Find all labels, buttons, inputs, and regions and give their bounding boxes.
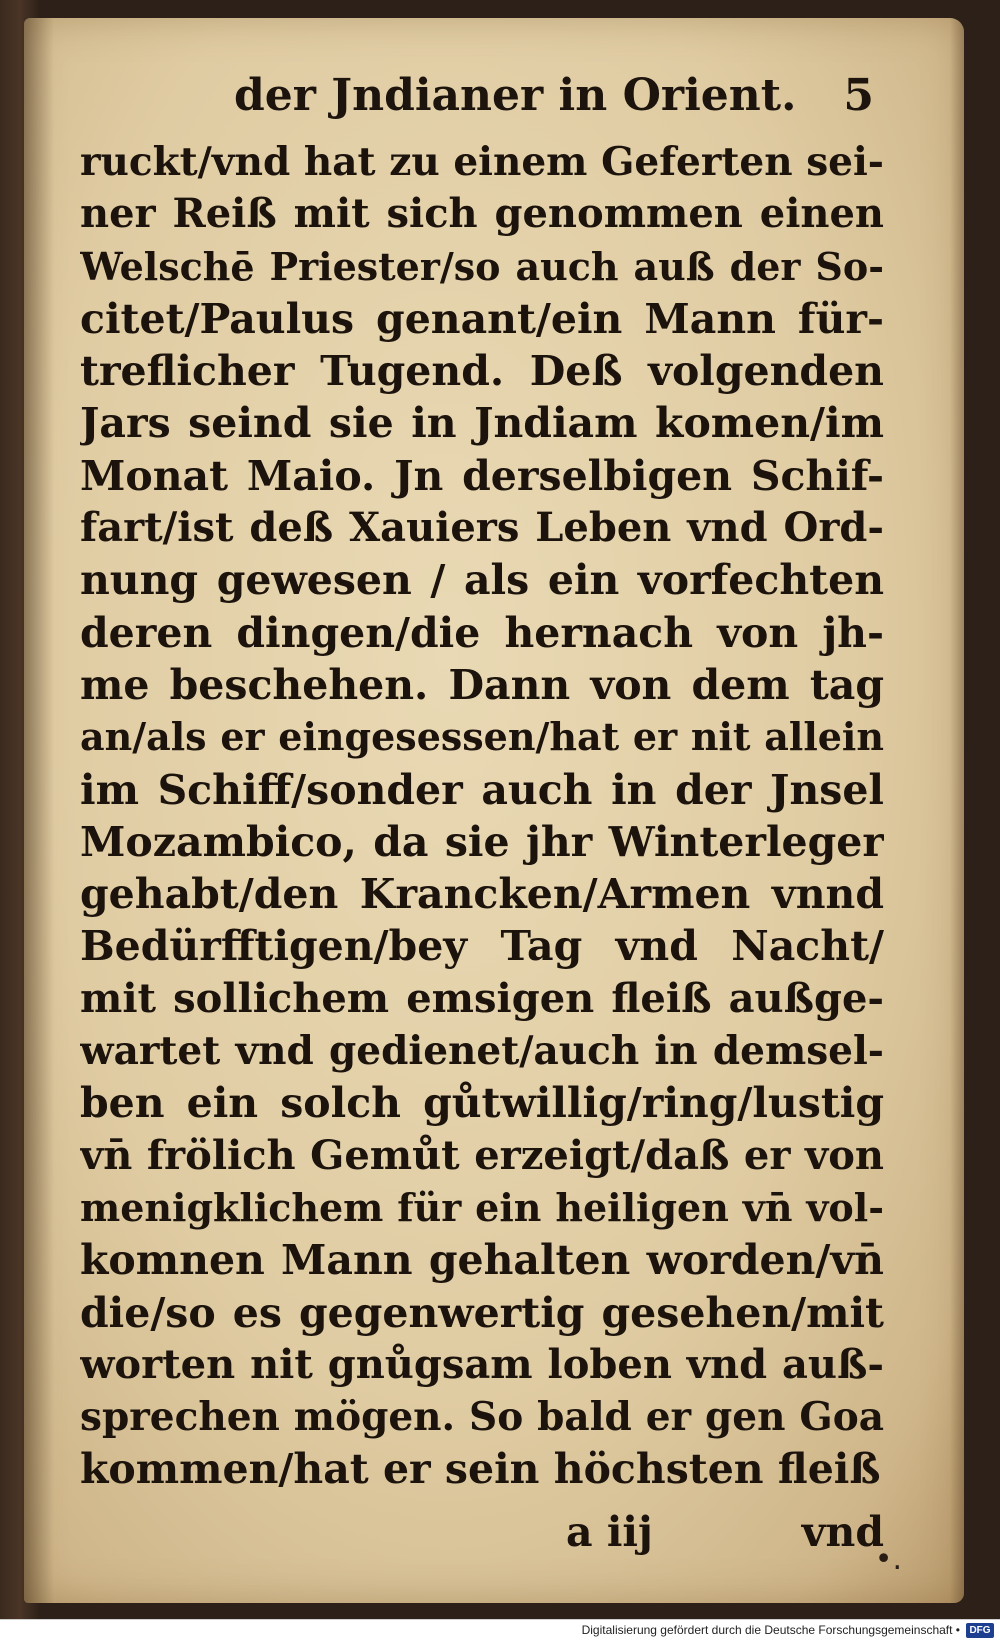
text-line: menigklichem für ein heiligen vn̄ vol- bbox=[80, 1184, 884, 1230]
catchword: vnd bbox=[801, 1508, 884, 1556]
text-line: worten nit gnůgsam loben vnd auß- bbox=[80, 1340, 884, 1388]
text-line: komnen Mann gehalten worden/vn̄ bbox=[80, 1236, 884, 1285]
dfg-logo: DFG bbox=[966, 1623, 994, 1638]
text-line: nung gewesen / als ein vorfechten bbox=[80, 556, 884, 605]
text-line: ner Reiß mit sich genommen einen bbox=[80, 190, 884, 238]
text-line: die/so es gegenwertig gesehen/mit bbox=[80, 1288, 884, 1337]
text-line: Monat Maio. Jn derselbigen Schif- bbox=[80, 451, 884, 500]
text-line: fart/ist deß Xauiers Leben vnd Ord- bbox=[80, 504, 884, 552]
text-line: Welschē Priester/so auch auß der So- bbox=[80, 243, 884, 289]
text-line: an/als er eingesessen/hat er nit allein bbox=[80, 714, 884, 760]
page-edge bbox=[950, 18, 964, 1603]
margin-mark: •. bbox=[874, 1542, 902, 1577]
digitization-credit: Digitalisierung gefördert durch die Deutsche Forschungsgemeinschaft • bbox=[581, 1623, 960, 1637]
running-head bbox=[234, 70, 874, 130]
text-line: treflicher Tugend. Deß volgenden bbox=[80, 347, 884, 396]
page-number: 5 bbox=[843, 70, 874, 121]
signature-mark: a iij bbox=[566, 1508, 653, 1556]
paper-page bbox=[24, 18, 964, 1603]
text-line: gehabt/den Krancken/Armen vnnd bbox=[80, 870, 884, 919]
text-line: ruckt/vnd hat zu einem Geferten sei- bbox=[80, 139, 884, 185]
text-line: Bedürfftigen/bey Tag vnd Nacht/ bbox=[80, 922, 884, 971]
digitization-credit-bar bbox=[0, 1619, 1000, 1642]
gutter-shadow bbox=[24, 18, 54, 1603]
text-line: sprechen mögen. So bald er gen Goa bbox=[80, 1394, 884, 1441]
text-line: me beschehen. Dann von dem tag bbox=[80, 660, 884, 709]
text-line: ben ein solch gůtwillig/ring/lustig bbox=[80, 1079, 884, 1128]
text-line: deren dingen/die hernach von jh- bbox=[80, 608, 884, 657]
text-line: Mozambico, da sie jhr Winterleger bbox=[80, 817, 884, 866]
text-line: im Schiff/sonder auch in der Jnsel bbox=[80, 765, 884, 814]
text-line: mit sollichem emsigen fleiß außge- bbox=[80, 974, 884, 1022]
body-text bbox=[80, 136, 884, 1496]
text-line: vn̄ frölich Gemůt erzeigt/daß er von bbox=[80, 1131, 884, 1179]
page-footer bbox=[80, 1508, 884, 1564]
text-line: wartet vnd gedienet/auch in demsel- bbox=[80, 1028, 884, 1075]
text-line: Jars seind sie in Jndiam komen/im bbox=[80, 399, 884, 448]
text-line: citet/Paulus genant/ein Mann für- bbox=[80, 294, 884, 343]
running-head-title: der Jndianer in Orient. bbox=[234, 70, 797, 121]
text-line: kommen/hat er sein höchsten fleiß bbox=[80, 1445, 881, 1494]
